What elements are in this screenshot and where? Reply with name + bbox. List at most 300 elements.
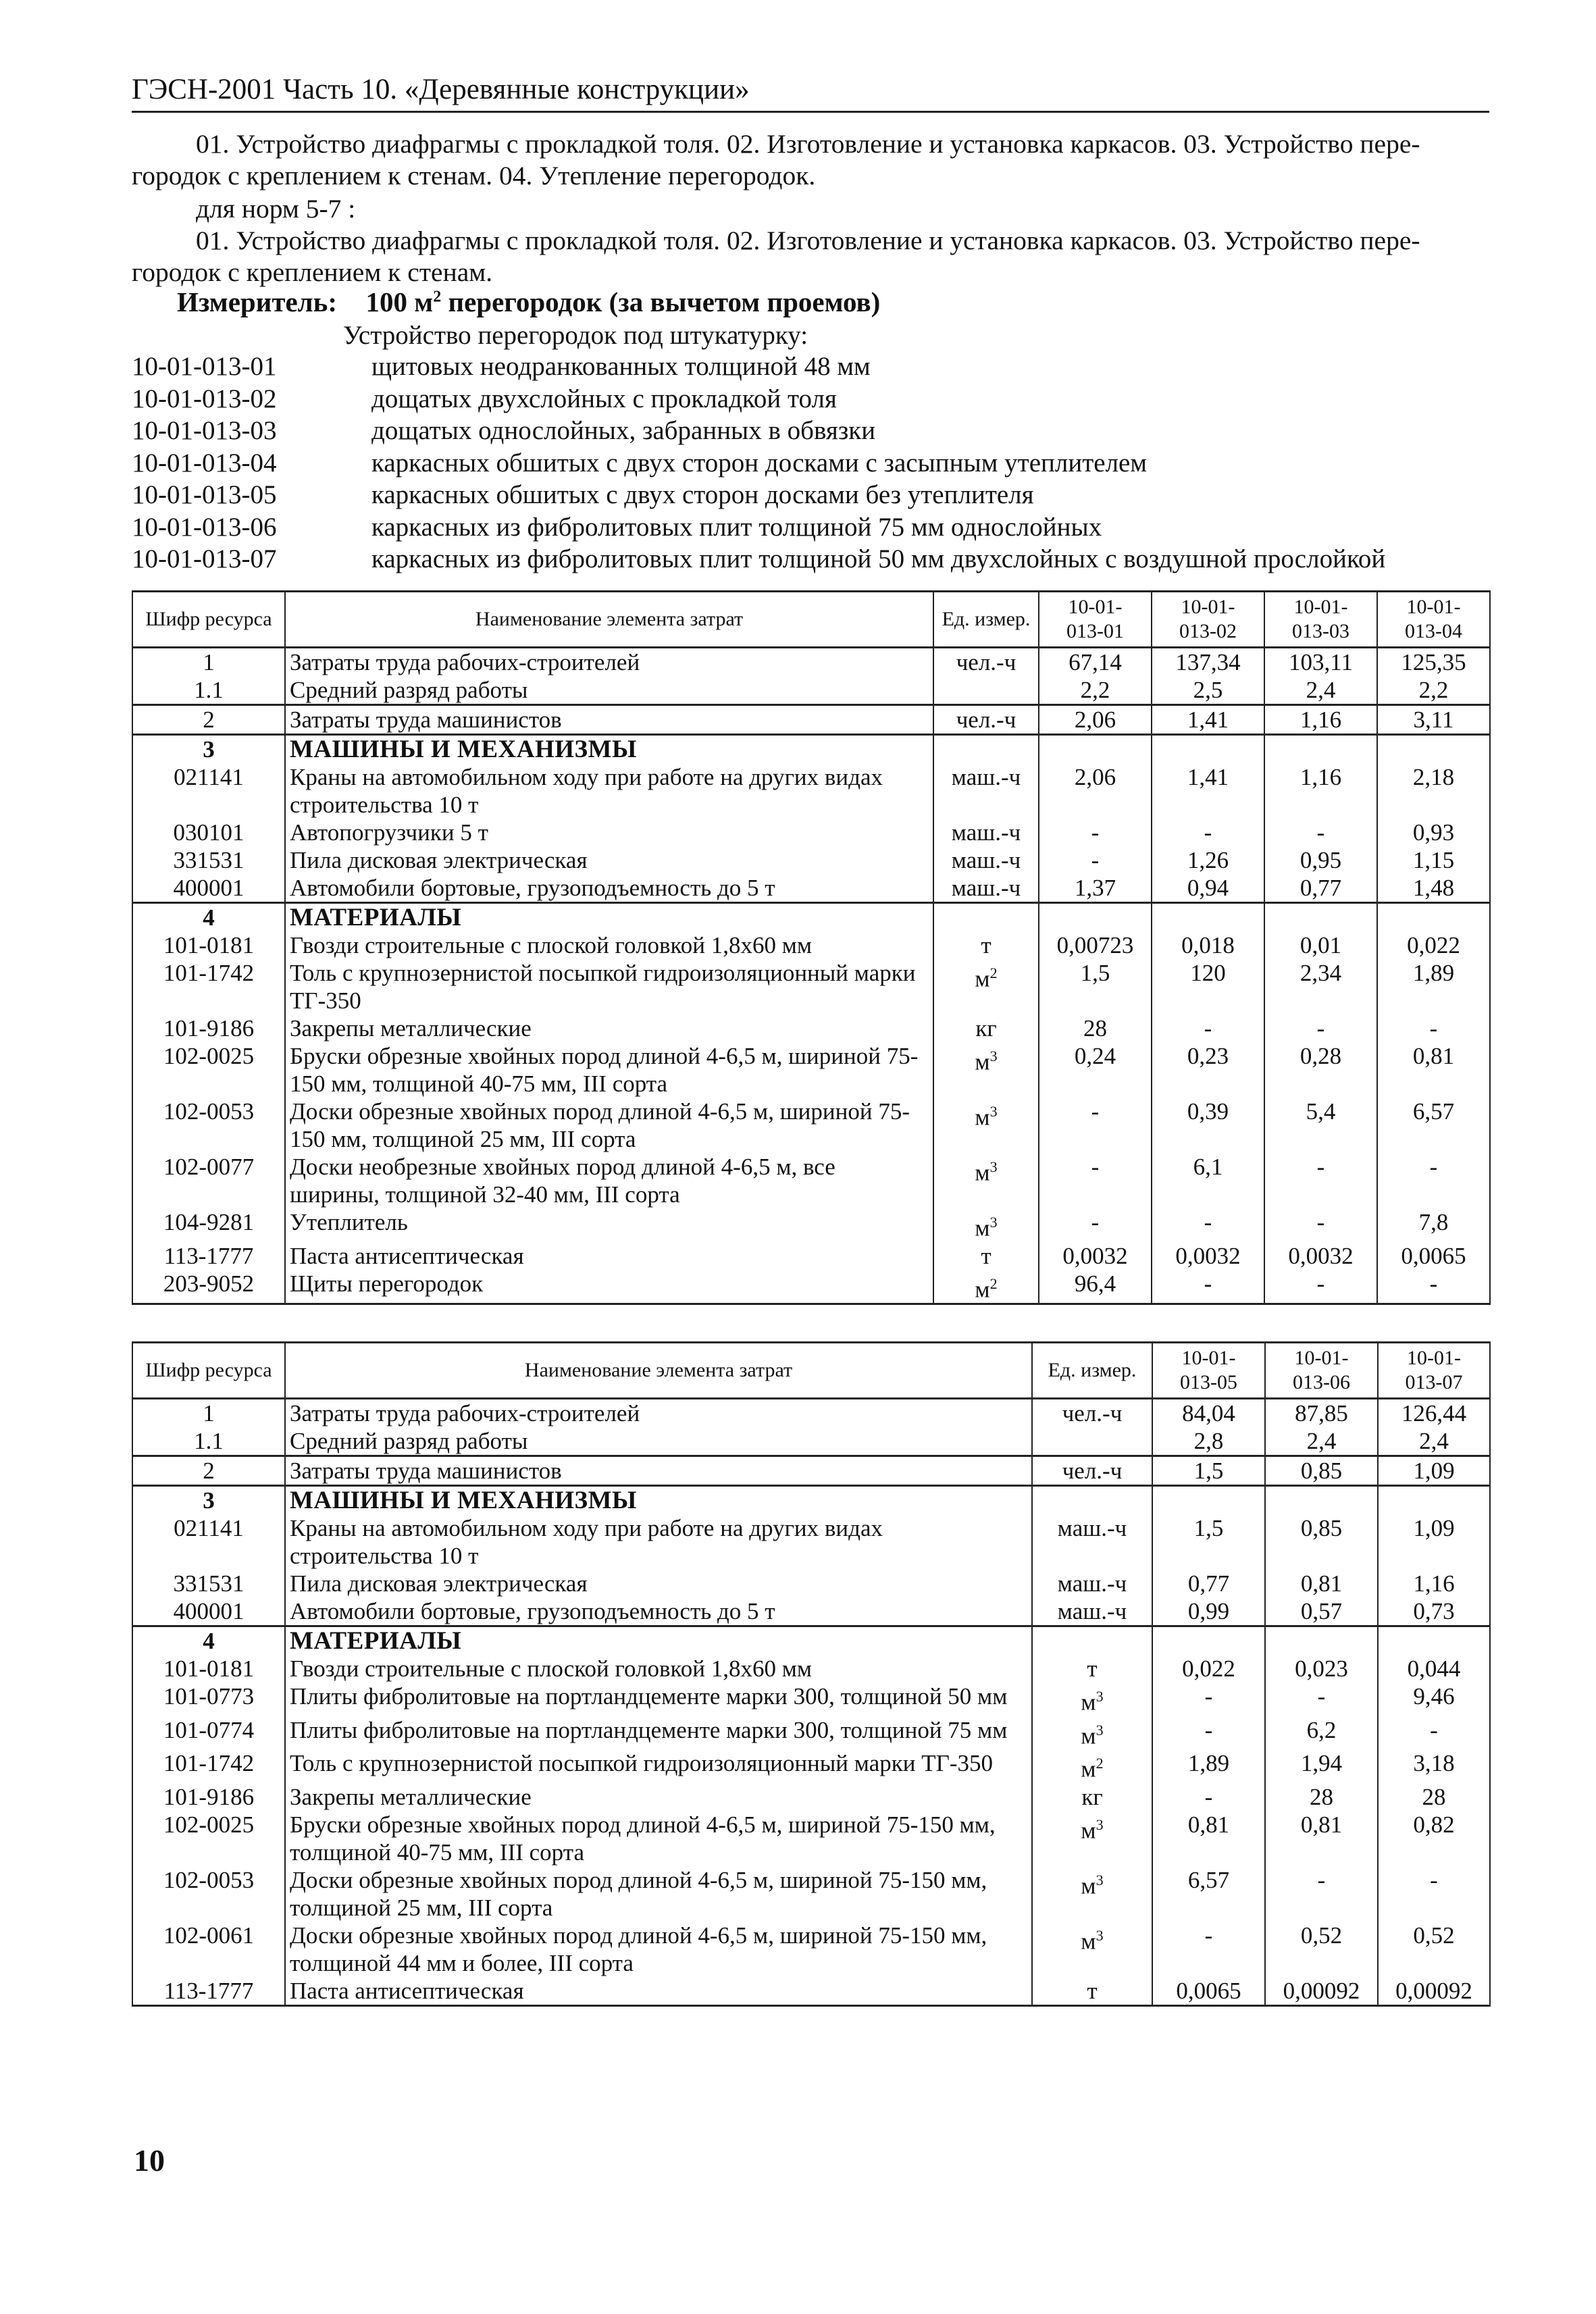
value-cell	[1377, 903, 1490, 932]
table-row	[132, 648, 1490, 677]
unit-text: кг	[975, 1015, 997, 1042]
section-title: МАТЕРИАЛЫ	[285, 903, 933, 932]
unit-cell	[1032, 1977, 1152, 2006]
cost-element-name: Автопогрузчики 5 т	[285, 819, 933, 846]
unit-cell	[1032, 1514, 1152, 1570]
resource-table-2	[132, 1341, 1491, 2007]
unit-text: чел.-ч	[956, 706, 1016, 733]
cost-element-name: Доски необрезные хвойных пород длиной 4-6,5 м, все ширины, толщиной 32-40 мм, III сорта	[285, 1153, 933, 1208]
meter-rest: перегородок (за вычетом проемов)	[441, 286, 881, 317]
table-row	[132, 1486, 1490, 1515]
header-norm-04: 10-01- 013-04	[1377, 592, 1490, 648]
unit-text: маш.-ч	[1057, 1515, 1127, 1541]
value-cell: 1,26	[1152, 846, 1264, 874]
resource-code: 1.1	[132, 1427, 285, 1456]
cost-element-name: Краны на автомобильном ходу при работе на других видах строительства 10 т	[285, 763, 933, 819]
value-cell: 2,18	[1377, 763, 1490, 819]
value-cell: 1,89	[1152, 1749, 1265, 1783]
unit-superscript: 3	[1096, 1871, 1104, 1888]
cost-element-name: Толь с крупнозернистой посыпкой гидроизоляционный марки ТГ-350	[285, 959, 933, 1014]
table-row	[132, 1399, 1490, 1428]
value-cell: 0,28	[1264, 1042, 1377, 1098]
value-cell: 0,95	[1264, 846, 1377, 874]
value-cell	[1039, 735, 1152, 764]
cost-element-name: Паста антисептическая	[285, 1977, 1032, 2006]
unit-cell	[933, 1014, 1039, 1042]
unit-cell	[1032, 1626, 1152, 1655]
unit-text: маш.-ч	[951, 875, 1021, 901]
value-cell: 2,5	[1152, 676, 1264, 705]
value-cell: -	[1377, 1153, 1490, 1208]
table-row	[132, 676, 1490, 705]
table-row	[132, 735, 1490, 764]
resource-code: 2	[132, 1456, 285, 1486]
table-row	[132, 1514, 1490, 1570]
resource-code: 3	[132, 1486, 285, 1515]
value-cell: 0,018	[1152, 931, 1264, 959]
resource-code: 101-0181	[132, 931, 285, 959]
cost-element-name: Автомобили бортовые, грузоподъемность до 5 т	[285, 1597, 1032, 1626]
cost-element-name: Пила дисковая электрическая	[285, 846, 933, 874]
unit-text: т	[981, 1242, 992, 1269]
value-cell: 0,52	[1265, 1922, 1378, 1977]
unit-cell	[933, 1242, 1039, 1270]
unit-text: м	[1081, 1689, 1096, 1716]
unit-superscript: 3	[1096, 1816, 1104, 1833]
value-cell: 0,73	[1378, 1597, 1490, 1626]
value-cell: 2,06	[1039, 705, 1152, 735]
norm-description: каркасных обшитых с двух сторон досками без утеплителя	[371, 480, 1034, 509]
unit-cell	[933, 1208, 1039, 1242]
composition-of-works-2	[132, 225, 1489, 288]
value-cell: 137,34	[1152, 648, 1264, 677]
table-row	[132, 1866, 1490, 1922]
table-row	[132, 903, 1490, 932]
section-title: МАШИНЫ И МЕХАНИЗМЫ	[285, 735, 933, 764]
unit-text: м	[975, 1214, 990, 1241]
value-cell: 0,81	[1265, 1570, 1378, 1597]
table-row	[132, 1570, 1490, 1597]
running-title: ГЭСН-2001 Часть 10. «Деревянные конструкции»	[132, 74, 750, 105]
table-row	[132, 1749, 1490, 1783]
unit-cell	[1032, 1597, 1152, 1626]
value-cell: 28	[1039, 1014, 1152, 1042]
resource-code: 1.1	[132, 676, 285, 705]
header-norm-06: 10-01- 013-06	[1265, 1343, 1378, 1399]
resource-code: 101-9186	[132, 1783, 285, 1811]
unit-superscript: 3	[989, 1158, 998, 1175]
table-row	[132, 959, 1490, 1014]
unit-cell	[1032, 1399, 1152, 1428]
norm-code: 10-01-013-03	[132, 416, 277, 445]
resource-code: 101-9186	[132, 1014, 285, 1042]
norm-code: 10-01-013-07	[132, 544, 277, 573]
resource-code: 203-9052	[132, 1270, 285, 1304]
unit-superscript: 3	[989, 1103, 998, 1120]
value-cell	[1264, 903, 1377, 932]
value-cell	[1265, 1486, 1378, 1515]
norm-description: щитовых неодранкованных толщиной 48 мм	[371, 352, 871, 381]
value-cell	[1152, 735, 1264, 764]
table-row	[132, 931, 1490, 959]
unit-cell	[1032, 1427, 1152, 1456]
value-cell: 0,0032	[1152, 1242, 1264, 1270]
value-cell: -	[1264, 819, 1377, 846]
value-cell: 0,00723	[1039, 931, 1152, 959]
value-cell: -	[1377, 1014, 1490, 1042]
unit-cell	[1032, 1811, 1152, 1866]
value-cell: 0,023	[1265, 1655, 1378, 1682]
value-cell: -	[1039, 819, 1152, 846]
composition-of-works-1	[132, 128, 1489, 192]
for-norms-label: для норм 5-7 :	[196, 194, 356, 224]
unit-cell	[1032, 1682, 1152, 1716]
resource-code: 4	[132, 1626, 285, 1655]
table-row	[132, 1626, 1490, 1655]
value-cell	[1039, 903, 1152, 932]
value-cell: 0,85	[1265, 1456, 1378, 1486]
value-cell: 1,5	[1152, 1456, 1265, 1486]
cost-element-name: Бруски обрезные хвойных пород длиной 4-6,5 м, шириной 75-150 мм, толщиной 40-75 мм, III сорта	[285, 1042, 933, 1098]
cost-element-name: Плиты фибролитовые на портландцементе марки 300, толщиной 50 мм	[285, 1682, 1032, 1716]
table-row	[132, 1153, 1490, 1208]
resource-code: 021141	[132, 763, 285, 819]
table-row	[132, 1597, 1490, 1626]
unit-cell	[933, 846, 1039, 874]
unit-cell	[1032, 1716, 1152, 1750]
unit-cell	[933, 735, 1039, 764]
value-cell: 120	[1152, 959, 1264, 1014]
resource-code: 101-1742	[132, 959, 285, 1014]
unit-cell	[1032, 1486, 1152, 1515]
value-cell: 1,5	[1039, 959, 1152, 1014]
value-cell: 0,77	[1152, 1570, 1265, 1597]
header-norm-07: 10-01- 013-07	[1378, 1343, 1490, 1399]
value-cell: -	[1377, 1270, 1490, 1304]
resource-table-1	[132, 590, 1491, 1305]
unit-text: маш.-ч	[951, 819, 1021, 846]
table-row	[132, 1716, 1490, 1750]
unit-text: м	[1081, 1755, 1096, 1782]
value-cell: 2,2	[1377, 676, 1490, 705]
unit-cell	[1032, 1749, 1152, 1783]
header-rule	[132, 111, 1489, 113]
value-cell: 103,11	[1264, 648, 1377, 677]
composition-line-2: городок с креплением к стенам. 04. Утепление перегородок.	[132, 161, 816, 190]
header-norm-01: 10-01- 013-01	[1039, 592, 1152, 648]
value-cell: 6,1	[1152, 1153, 1264, 1208]
value-cell: 87,85	[1265, 1399, 1378, 1428]
table-row	[132, 846, 1490, 874]
value-cell: -	[1265, 1866, 1378, 1922]
value-cell: -	[1152, 1783, 1265, 1811]
unit-text: м	[1081, 1817, 1096, 1844]
cost-element-name: Толь с крупнозернистой посыпкой гидроизоляционный марки ТГ-350	[285, 1749, 1032, 1783]
value-cell: -	[1264, 1270, 1377, 1304]
value-cell: -	[1152, 1922, 1265, 1977]
value-cell: 0,0032	[1039, 1242, 1152, 1270]
resource-code: 113-1777	[132, 1977, 285, 2006]
value-cell: 2,2	[1039, 676, 1152, 705]
value-cell: 0,94	[1152, 874, 1264, 903]
unit-superscript: 2	[989, 1275, 998, 1292]
resource-code: 102-0053	[132, 1866, 285, 1922]
resource-code: 102-0025	[132, 1811, 285, 1866]
value-cell: 2,8	[1152, 1427, 1265, 1456]
value-cell: 1,09	[1378, 1456, 1490, 1486]
value-cell: 1,94	[1265, 1749, 1378, 1783]
resource-code: 113-1777	[132, 1242, 285, 1270]
resource-code: 2	[132, 705, 285, 735]
unit-cell	[933, 903, 1039, 932]
composition-line-4: городок с креплением к стенам.	[132, 257, 493, 287]
cost-element-name: Гвозди строительные с плоской головкой 1,8х60 мм	[285, 1655, 1032, 1682]
unit-cell	[933, 705, 1039, 735]
value-cell: -	[1152, 819, 1264, 846]
unit-cell	[1032, 1570, 1152, 1597]
value-cell: 0,022	[1377, 931, 1490, 959]
resource-code: 400001	[132, 874, 285, 903]
unit-cell	[933, 676, 1039, 705]
value-cell: 1,15	[1377, 846, 1490, 874]
value-cell: -	[1378, 1866, 1490, 1922]
value-cell: 0,99	[1152, 1597, 1265, 1626]
value-cell: 1,16	[1378, 1570, 1490, 1597]
unit-cell	[933, 1098, 1039, 1153]
unit-cell	[1032, 1456, 1152, 1486]
norm-description: каркасных из фибролитовых плит толщиной 75 мм однослойных	[371, 512, 1102, 542]
cost-element-name: Закрепы металлические	[285, 1783, 1032, 1811]
unit-text: чел.-ч	[1062, 1458, 1123, 1484]
table2-header-row	[132, 1343, 1490, 1399]
value-cell: 125,35	[1377, 648, 1490, 677]
resource-code: 104-9281	[132, 1208, 285, 1242]
header-norm-02: 10-01- 013-02	[1152, 592, 1264, 648]
value-cell: -	[1152, 1014, 1264, 1042]
value-cell: 0,0032	[1264, 1242, 1377, 1270]
resource-code: 400001	[132, 1597, 285, 1626]
value-cell: 0,01	[1264, 931, 1377, 959]
resource-code: 1	[132, 1399, 285, 1428]
header-norm-03: 10-01- 013-03	[1264, 592, 1377, 648]
unit-cell	[933, 763, 1039, 819]
cost-element-name: Затраты труда рабочих-строителей	[285, 648, 933, 677]
cost-element-name: Доски обрезные хвойных пород длиной 4-6,5 м, шириной 75-150 мм, толщиной 25 мм, III сорта	[285, 1866, 1032, 1922]
unit-cell	[933, 648, 1039, 677]
value-cell: 0,81	[1152, 1811, 1265, 1866]
table-row	[132, 1456, 1490, 1486]
unit-text: маш.-ч	[951, 764, 1021, 790]
value-cell: -	[1265, 1682, 1378, 1716]
header-resource-code: Шифр ресурса	[132, 592, 285, 648]
cost-element-name: Пила дисковая электрическая	[285, 1570, 1032, 1597]
cost-element-name: Утеплитель	[285, 1208, 933, 1242]
table-row	[132, 1270, 1490, 1304]
cost-element-name: Затраты труда машинистов	[285, 705, 933, 735]
value-cell: 2,34	[1264, 959, 1377, 1014]
cost-element-name: Щиты перегородок	[285, 1270, 933, 1304]
value-cell: 0,0065	[1377, 1242, 1490, 1270]
value-cell: 6,57	[1152, 1866, 1265, 1922]
norm-description: дощатых двухслойных с прокладкой толя	[371, 384, 837, 413]
unit-text: маш.-ч	[951, 847, 1021, 873]
value-cell: 2,4	[1264, 676, 1377, 705]
unit-text: т	[1087, 1655, 1098, 1682]
value-cell: -	[1152, 1682, 1265, 1716]
resource-code: 101-0181	[132, 1655, 285, 1682]
unit-text: т	[1087, 1977, 1098, 2004]
value-cell: 1,5	[1152, 1514, 1265, 1570]
page-number: 10	[134, 2143, 165, 2178]
table-row	[132, 819, 1490, 846]
unit-cell	[1032, 1922, 1152, 1977]
value-cell: 1,41	[1152, 705, 1264, 735]
unit-superscript: 3	[1096, 1926, 1104, 1944]
value-cell: 0,77	[1264, 874, 1377, 903]
value-cell	[1377, 735, 1490, 764]
resource-code: 021141	[132, 1514, 285, 1570]
value-cell: 0,23	[1152, 1042, 1264, 1098]
unit-superscript: 3	[1096, 1721, 1104, 1739]
value-cell	[1152, 1626, 1265, 1655]
cost-element-name: Затраты труда машинистов	[285, 1456, 1032, 1486]
value-cell: 9,46	[1378, 1682, 1490, 1716]
value-cell: 67,14	[1039, 648, 1152, 677]
resource-code: 4	[132, 903, 285, 932]
value-cell	[1265, 1626, 1378, 1655]
value-cell: 0,39	[1152, 1098, 1264, 1153]
cost-element-name: Средний разряд работы	[285, 676, 933, 705]
value-cell: -	[1264, 1014, 1377, 1042]
norm-code: 10-01-013-02	[132, 384, 277, 413]
table-row	[132, 1014, 1490, 1042]
unit-text: м	[975, 1276, 990, 1303]
value-cell	[1378, 1486, 1490, 1515]
norm-description: каркасных из фибролитовых плит толщиной 50 мм двухслойных с воздушной прослойкой	[371, 544, 1386, 573]
value-cell: 1,37	[1039, 874, 1152, 903]
unit-text: м	[1081, 1928, 1096, 1955]
resource-code: 3	[132, 735, 285, 764]
value-cell: -	[1039, 1153, 1152, 1208]
value-cell: -	[1039, 1208, 1152, 1242]
value-cell: -	[1378, 1716, 1490, 1750]
unit-text: кг	[1081, 1783, 1103, 1810]
cost-element-name: Бруски обрезные хвойных пород длиной 4-6,5 м, шириной 75-150 мм, толщиной 40-75 мм, III сорта	[285, 1811, 1032, 1866]
value-cell: 1,89	[1377, 959, 1490, 1014]
value-cell: 0,82	[1378, 1811, 1490, 1866]
meter-value: 100 м	[365, 286, 434, 317]
norm-description: каркасных обшитых с двух сторон досками с засыпным утеплителем	[371, 448, 1148, 478]
value-cell: 84,04	[1152, 1399, 1265, 1428]
unit-text: маш.-ч	[1057, 1570, 1127, 1597]
norm-code: 10-01-013-06	[132, 512, 277, 542]
header-norm-05: 10-01- 013-05	[1152, 1343, 1265, 1399]
meter-label: Измеритель:	[177, 286, 338, 317]
table-row	[132, 1682, 1490, 1716]
cost-element-name: Паста антисептическая	[285, 1242, 933, 1270]
table-row	[132, 1242, 1490, 1270]
unit-text: маш.-ч	[1057, 1598, 1127, 1624]
header-cost-element: Наименование элемента затрат	[285, 1343, 1032, 1399]
norm-code: 10-01-013-01	[132, 352, 277, 381]
table-row	[132, 1811, 1490, 1866]
value-cell	[1378, 1626, 1490, 1655]
unit-text: м	[1081, 1722, 1096, 1749]
norm-description: дощатых однослойных, забранных в обвязки	[371, 416, 876, 445]
value-cell: -	[1152, 1208, 1264, 1242]
resource-code: 030101	[132, 819, 285, 846]
norm-code: 10-01-013-04	[132, 448, 277, 478]
norm-code: 10-01-013-05	[132, 480, 277, 509]
header-unit: Ед. измер.	[1032, 1343, 1152, 1399]
cost-element-name: Доски обрезные хвойных пород длиной 4-6,5 м, шириной 75-150 мм, толщиной 44 мм и более, III сорта	[285, 1922, 1032, 1977]
unit-superscript: 3	[1096, 1688, 1104, 1705]
value-cell: 126,44	[1378, 1399, 1490, 1428]
resource-code: 331531	[132, 846, 285, 874]
unit-cell	[933, 959, 1039, 1014]
resource-code: 102-0053	[132, 1098, 285, 1153]
unit-cell	[933, 1153, 1039, 1208]
value-cell: 0,52	[1378, 1922, 1490, 1977]
value-cell: 2,4	[1265, 1427, 1378, 1456]
resource-code: 102-0077	[132, 1153, 285, 1208]
unit-cell	[933, 874, 1039, 903]
value-cell: 1,09	[1378, 1514, 1490, 1570]
unit-text: м	[975, 1159, 990, 1186]
unit-cell	[933, 819, 1039, 846]
value-cell: 28	[1378, 1783, 1490, 1811]
cost-element-name: Автомобили бортовые, грузоподъемность до 5 т	[285, 874, 933, 903]
value-cell: -	[1264, 1153, 1377, 1208]
value-cell: 1,48	[1377, 874, 1490, 903]
value-cell: 1,16	[1264, 705, 1377, 735]
value-cell: -	[1264, 1208, 1377, 1242]
unit-cell	[1032, 1783, 1152, 1811]
unit-superscript: 3	[989, 1214, 998, 1231]
value-cell: 0,00092	[1265, 1977, 1378, 2006]
table-row	[132, 1208, 1490, 1242]
unit-cell	[1032, 1866, 1152, 1922]
header-cost-element: Наименование элемента затрат	[285, 592, 933, 648]
unit-text: чел.-ч	[956, 649, 1016, 675]
table-row	[132, 874, 1490, 903]
cost-element-name: Затраты труда рабочих-строителей	[285, 1399, 1032, 1428]
unit-text: т	[981, 932, 992, 958]
header-resource-code: Шифр ресурса	[132, 1343, 285, 1399]
value-cell: -	[1152, 1270, 1264, 1304]
section-title: МАТЕРИАЛЫ	[285, 1626, 1032, 1655]
unit-cell	[933, 931, 1039, 959]
value-cell: 7,8	[1377, 1208, 1490, 1242]
unit-superscript: 2	[1096, 1755, 1104, 1772]
value-cell: 0,24	[1039, 1042, 1152, 1098]
value-cell: 0,81	[1265, 1811, 1378, 1866]
value-cell: 3,18	[1378, 1749, 1490, 1783]
table-row	[132, 1042, 1490, 1098]
unit-text: м	[975, 965, 990, 992]
unit-text: м	[1081, 1872, 1096, 1899]
value-cell: 0,044	[1378, 1655, 1490, 1682]
unit-text: м	[975, 1048, 990, 1075]
value-cell: -	[1039, 1098, 1152, 1153]
cost-element-name: Краны на автомобильном ходу при работе на других видах строительства 10 т	[285, 1514, 1032, 1570]
value-cell: 0,0065	[1152, 1977, 1265, 2006]
unit-text: м	[975, 1104, 990, 1131]
table-row	[132, 1977, 1490, 2006]
composition-line-3: 01. Устройство диафрагмы с прокладкой толя. 02. Изготовление и установка каркасов. 03. Устройство пере-	[196, 226, 1420, 255]
value-cell: 1,41	[1152, 763, 1264, 819]
resource-code: 331531	[132, 1570, 285, 1597]
